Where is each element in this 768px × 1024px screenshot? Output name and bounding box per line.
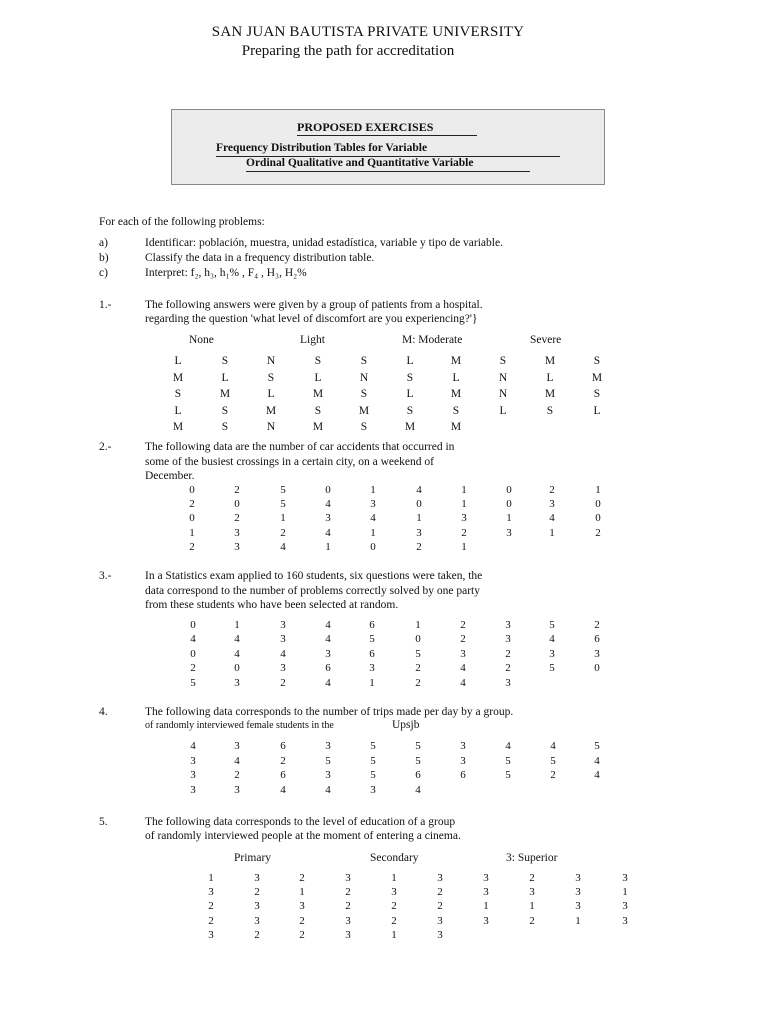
problem4-cell: 3 bbox=[460, 754, 466, 767]
problem5-row bbox=[0, 915, 768, 929]
instruction-label-c: c) bbox=[99, 267, 108, 279]
problem-1-legend-moderate: M: Moderate bbox=[402, 334, 463, 346]
problem3-row bbox=[0, 619, 768, 633]
problem1-cell: M bbox=[358, 404, 370, 417]
problem-1-legend-light: Light bbox=[300, 334, 325, 346]
problem1-cell: S bbox=[406, 404, 414, 417]
problem1-cell: M bbox=[450, 388, 462, 400]
problem3-cell: 4 bbox=[325, 676, 331, 689]
problem1-cell: N bbox=[498, 371, 508, 384]
problem1-cell: N bbox=[266, 421, 276, 433]
problem2-cell: 2 bbox=[595, 526, 601, 539]
problem3-cell: 3 bbox=[280, 633, 286, 646]
instruction-label-a: a) bbox=[99, 237, 108, 249]
problem5-cell: 1 bbox=[299, 886, 305, 899]
problem3-cell: 3 bbox=[280, 619, 286, 631]
problem1-cell: M bbox=[312, 388, 324, 400]
problem5-cell: 2 bbox=[299, 928, 305, 941]
problem3-cell: 0 bbox=[190, 647, 196, 660]
problem1-cell: L bbox=[546, 371, 554, 384]
problem2-cell: 1 bbox=[416, 512, 422, 525]
problem5-cell: 3 bbox=[254, 872, 260, 884]
problem3-cell: 6 bbox=[369, 647, 375, 660]
problem3-row bbox=[0, 633, 768, 647]
problem5-cell: 2 bbox=[529, 872, 535, 884]
problem2-cell: 4 bbox=[416, 484, 422, 496]
problem5-cell: 3 bbox=[575, 886, 581, 899]
problem1-cell: M bbox=[172, 371, 184, 384]
problem2-cell: 1 bbox=[506, 512, 512, 525]
problem4-cell: 6 bbox=[415, 769, 421, 782]
intro-text: For each of the following problems: bbox=[99, 216, 265, 228]
problem2-cell: 0 bbox=[189, 484, 195, 496]
problem1-cell: M bbox=[450, 421, 462, 433]
problem3-cell: 3 bbox=[280, 662, 286, 675]
problem5-cell: 3 bbox=[208, 886, 214, 899]
problem3-cell: 3 bbox=[234, 676, 240, 689]
problem-2-line-1: The following data are the number of car accidents that occurred in bbox=[145, 441, 455, 453]
problem3-cell: 4 bbox=[190, 633, 196, 646]
problem2-row bbox=[0, 498, 768, 512]
instruction-label-b: b) bbox=[99, 252, 109, 264]
problem4-cell: 5 bbox=[505, 754, 511, 767]
problem-4-line-2: of randomly interviewed female students in the bbox=[145, 720, 334, 731]
problem3-cell: 6 bbox=[369, 619, 375, 631]
problem3-cell: 5 bbox=[549, 662, 555, 675]
problem2-cell: 0 bbox=[595, 512, 601, 525]
problem-4-line-1: The following data corresponds to the number of trips made per day by a group. bbox=[145, 706, 514, 718]
problem1-cell: S bbox=[406, 371, 414, 384]
problem3-cell: 4 bbox=[460, 662, 466, 675]
problem1-cell: M bbox=[544, 355, 556, 367]
problem1-cell: M bbox=[312, 421, 324, 433]
problem3-cell: 0 bbox=[234, 662, 240, 675]
problem1-row bbox=[0, 355, 768, 372]
problem4-cell: 4 bbox=[325, 783, 331, 796]
problem2-cell: 2 bbox=[234, 484, 240, 496]
problem4-cell: 3 bbox=[325, 740, 331, 752]
problem-5-legend-superior: 3: Superior bbox=[506, 852, 558, 864]
problem3-cell: 1 bbox=[369, 676, 375, 689]
problem2-cell: 1 bbox=[325, 540, 331, 553]
problem-2-line-2: some of the busiest crossings in a certain city, on a weekend of bbox=[145, 456, 434, 468]
problem5-cell: 2 bbox=[254, 928, 260, 941]
problem-1-legend-none: None bbox=[189, 334, 214, 346]
problem4-cell: 3 bbox=[190, 769, 196, 782]
problem2-cell: 3 bbox=[325, 512, 331, 525]
problem5-cell: 3 bbox=[208, 928, 214, 941]
problem4-cell: 5 bbox=[370, 740, 376, 752]
problem2-cell: 3 bbox=[234, 526, 240, 539]
problem4-row bbox=[0, 740, 768, 755]
problem3-cell: 4 bbox=[234, 647, 240, 660]
problem1-cell: S bbox=[593, 388, 601, 400]
problem5-cell: 2 bbox=[299, 914, 305, 927]
problem5-cell: 3 bbox=[622, 872, 628, 884]
problem2-cell: 3 bbox=[549, 498, 555, 511]
problem2-cell: 4 bbox=[280, 540, 286, 553]
problem3-cell: 2 bbox=[460, 619, 466, 631]
problem5-cell: 3 bbox=[345, 872, 351, 884]
problem3-cell: 3 bbox=[594, 647, 600, 660]
problem3-cell: 2 bbox=[505, 647, 511, 660]
problem5-cell: 3 bbox=[345, 928, 351, 941]
problem-3-line-2: data correspond to the number of problems correctly solved by one party bbox=[145, 585, 480, 597]
problem2-cell: 1 bbox=[370, 526, 376, 539]
problem4-cell: 5 bbox=[370, 769, 376, 782]
problem3-cell: 3 bbox=[549, 647, 555, 660]
problem2-cell: 1 bbox=[280, 512, 286, 525]
problem2-cell: 0 bbox=[416, 498, 422, 511]
problem5-cell: 3 bbox=[437, 928, 443, 941]
problem1-cell: L bbox=[267, 388, 275, 400]
problem1-cell: M bbox=[265, 404, 277, 417]
problem1-cell: S bbox=[499, 355, 507, 367]
problem5-cell: 2 bbox=[529, 914, 535, 927]
problem2-cell: 1 bbox=[461, 484, 467, 496]
problem2-row bbox=[0, 512, 768, 526]
problem3-cell: 5 bbox=[549, 619, 555, 631]
problem5-cell: 2 bbox=[345, 900, 351, 913]
problem3-cell: 1 bbox=[415, 619, 421, 631]
problem2-cell: 5 bbox=[280, 484, 286, 496]
problem2-row bbox=[0, 527, 768, 541]
problem1-cell: M bbox=[172, 421, 184, 433]
problem3-cell: 4 bbox=[280, 647, 286, 660]
problem3-row bbox=[0, 662, 768, 676]
problem5-cell: 3 bbox=[254, 914, 260, 927]
problem1-cell: L bbox=[174, 355, 182, 367]
problem4-cell: 6 bbox=[280, 769, 286, 782]
problem-1-line-1: The following answers were given by a group of patients from a hospital. bbox=[145, 299, 483, 311]
problem3-cell: 1 bbox=[234, 619, 240, 631]
problem3-cell: 2 bbox=[415, 676, 421, 689]
problem2-cell: 4 bbox=[325, 498, 331, 511]
problem4-cell: 5 bbox=[415, 754, 421, 767]
problem3-cell: 6 bbox=[325, 662, 331, 675]
problem4-cell: 4 bbox=[594, 769, 600, 782]
problem1-cell: L bbox=[221, 371, 229, 384]
problem3-cell: 0 bbox=[594, 662, 600, 675]
problem5-row bbox=[0, 886, 768, 900]
problem2-cell: 1 bbox=[549, 526, 555, 539]
problem3-cell: 2 bbox=[280, 676, 286, 689]
problem5-cell: 1 bbox=[575, 914, 581, 927]
problem-5-number: 5. bbox=[99, 816, 108, 828]
problem5-cell: 3 bbox=[483, 872, 489, 884]
problem-4-number: 4. bbox=[99, 706, 108, 718]
problem2-cell: 4 bbox=[325, 526, 331, 539]
problem5-cell: 2 bbox=[208, 900, 214, 913]
problem4-cell: 5 bbox=[325, 754, 331, 767]
problem3-cell: 5 bbox=[190, 676, 196, 689]
problem4-cell: 5 bbox=[415, 740, 421, 752]
problem-4-upsjb-tag: Upsjb bbox=[392, 719, 420, 731]
title-underline bbox=[297, 135, 477, 136]
title-proposed-exercises: PROPOSED EXERCISES bbox=[297, 120, 434, 134]
problem3-cell: 2 bbox=[594, 619, 600, 631]
problem1-cell: N bbox=[498, 388, 508, 400]
problem4-row bbox=[0, 769, 768, 784]
problem2-cell: 4 bbox=[370, 512, 376, 525]
problem-3-data-grid bbox=[0, 619, 768, 691]
problem4-row bbox=[0, 784, 768, 799]
problem2-cell: 2 bbox=[416, 540, 422, 553]
problem1-row bbox=[0, 421, 768, 438]
problem3-cell: 5 bbox=[369, 633, 375, 646]
problem3-cell: 2 bbox=[460, 633, 466, 646]
problem-2-data-grid bbox=[0, 484, 768, 555]
problem3-cell: 0 bbox=[415, 633, 421, 646]
problem3-cell: 6 bbox=[594, 633, 600, 646]
problem3-cell: 3 bbox=[505, 619, 511, 631]
problem5-cell: 1 bbox=[208, 872, 214, 884]
problem5-cell: 3 bbox=[575, 872, 581, 884]
problem-5-legend-secondary: Secondary bbox=[370, 852, 419, 864]
problem1-cell: M bbox=[219, 388, 231, 400]
problem4-cell: 5 bbox=[594, 740, 600, 752]
problem3-cell: 0 bbox=[190, 619, 196, 631]
problem1-row bbox=[0, 405, 768, 422]
problem1-cell: M bbox=[544, 388, 556, 400]
problem3-cell: 5 bbox=[415, 647, 421, 660]
problem4-cell: 3 bbox=[234, 740, 240, 752]
problem3-cell: 3 bbox=[505, 633, 511, 646]
problem5-cell: 3 bbox=[622, 900, 628, 913]
problem3-cell: 2 bbox=[415, 662, 421, 675]
problem4-cell: 2 bbox=[550, 769, 556, 782]
problem1-cell: S bbox=[221, 404, 229, 417]
problem3-cell: 4 bbox=[460, 676, 466, 689]
problem-2-line-3: December. bbox=[145, 470, 195, 482]
problem1-cell: L bbox=[593, 404, 601, 417]
problem5-cell: 2 bbox=[254, 886, 260, 899]
problem2-cell: 3 bbox=[416, 526, 422, 539]
problem1-cell: S bbox=[174, 388, 182, 400]
problem2-cell: 2 bbox=[461, 526, 467, 539]
problem4-cell: 4 bbox=[550, 740, 556, 752]
problem-5-data-grid bbox=[0, 872, 768, 943]
problem4-cell: 3 bbox=[234, 783, 240, 796]
problem-1-line-2: regarding the question 'what level of discomfort are you experiencing?'} bbox=[145, 313, 478, 325]
problem2-cell: 1 bbox=[461, 498, 467, 511]
instruction-text-a: Identificar: población, muestra, unidad estadística, variable y tipo de variable. bbox=[145, 237, 503, 249]
problem1-cell: L bbox=[406, 388, 414, 400]
problem5-cell: 2 bbox=[391, 914, 397, 927]
problem1-cell: S bbox=[314, 355, 322, 367]
problem4-cell: 4 bbox=[594, 754, 600, 767]
problem5-cell: 3 bbox=[529, 886, 535, 899]
problem3-cell: 3 bbox=[505, 676, 511, 689]
problem4-cell: 4 bbox=[415, 783, 421, 796]
problem-5-line-2: of randomly interviewed people at the moment of entering a cinema. bbox=[145, 830, 461, 842]
problem5-cell: 2 bbox=[391, 900, 397, 913]
problem5-cell: 2 bbox=[437, 900, 443, 913]
problem5-cell: 3 bbox=[345, 914, 351, 927]
problem1-cell: L bbox=[406, 355, 414, 367]
problem4-row bbox=[0, 755, 768, 770]
problem3-cell: 2 bbox=[505, 662, 511, 675]
instruction-text-c: Interpret: f₂, h₃, h₁% , F₄ , H₃, H₂% bbox=[145, 267, 307, 279]
problem1-cell: N bbox=[359, 371, 369, 384]
problem4-cell: 3 bbox=[325, 769, 331, 782]
problem1-cell: S bbox=[360, 421, 368, 433]
problem-2-number: 2.- bbox=[99, 441, 112, 453]
problem2-cell: 0 bbox=[189, 512, 195, 525]
problem2-cell: 2 bbox=[280, 526, 286, 539]
problem5-cell: 3 bbox=[437, 914, 443, 927]
problem2-row bbox=[0, 484, 768, 498]
title-box bbox=[171, 109, 605, 185]
problem1-cell: L bbox=[452, 371, 460, 384]
problem1-cell: N bbox=[266, 355, 276, 367]
problem2-cell: 1 bbox=[189, 526, 195, 539]
problem5-cell: 3 bbox=[483, 886, 489, 899]
problem1-cell: S bbox=[546, 404, 554, 417]
problem-1-data-grid bbox=[0, 355, 768, 438]
problem2-cell: 4 bbox=[549, 512, 555, 525]
problem2-cell: 2 bbox=[189, 540, 195, 553]
problem2-cell: 1 bbox=[461, 540, 467, 553]
problem4-cell: 4 bbox=[280, 783, 286, 796]
problem3-cell: 4 bbox=[234, 633, 240, 646]
problem2-cell: 3 bbox=[461, 512, 467, 525]
problem5-cell: 2 bbox=[437, 886, 443, 899]
problem5-cell: 2 bbox=[208, 914, 214, 927]
problem5-cell: 2 bbox=[299, 872, 305, 884]
problem4-cell: 2 bbox=[234, 769, 240, 782]
problem2-cell: 1 bbox=[370, 484, 376, 496]
problem3-cell: 4 bbox=[325, 619, 331, 631]
problem3-cell: 3 bbox=[369, 662, 375, 675]
problem5-cell: 3 bbox=[575, 900, 581, 913]
title-variable-type: Ordinal Qualitative and Quantitative Variable bbox=[246, 157, 474, 169]
problem4-cell: 4 bbox=[190, 740, 196, 752]
problem5-cell: 3 bbox=[622, 914, 628, 927]
problem2-cell: 0 bbox=[370, 540, 376, 553]
title-frequency-tables: Frequency Distribution Tables for Variable bbox=[216, 142, 428, 154]
problem1-cell: L bbox=[314, 371, 322, 384]
problem-1-number: 1.- bbox=[99, 299, 112, 311]
university-name: SAN JUAN BAUTISTA PRIVATE UNIVERSITY bbox=[211, 24, 525, 40]
problem5-cell: 3 bbox=[299, 900, 305, 913]
problem-5-legend-primary: Primary bbox=[234, 852, 272, 864]
problem4-cell: 6 bbox=[280, 740, 286, 752]
problem2-cell: 3 bbox=[506, 526, 512, 539]
problem3-row bbox=[0, 677, 768, 691]
problem5-cell: 3 bbox=[254, 900, 260, 913]
problem1-cell: S bbox=[593, 355, 601, 367]
problem4-cell: 2 bbox=[280, 754, 286, 767]
problem-1-legend-severe: Severe bbox=[530, 334, 562, 346]
problem5-cell: 1 bbox=[391, 872, 397, 884]
problem4-cell: 4 bbox=[505, 740, 511, 752]
problem1-cell: L bbox=[174, 404, 182, 417]
problem5-cell: 3 bbox=[437, 872, 443, 884]
problem5-cell: 1 bbox=[622, 886, 628, 899]
problem2-row bbox=[0, 541, 768, 555]
problem-3-number: 3.- bbox=[99, 570, 112, 582]
problem5-cell: 2 bbox=[345, 886, 351, 899]
problem5-cell: 1 bbox=[391, 928, 397, 941]
problem-5-line-1: The following data corresponds to the level of education of a group bbox=[145, 816, 456, 828]
problem2-cell: 2 bbox=[189, 498, 195, 511]
problem5-cell: 1 bbox=[483, 900, 489, 913]
problem1-cell: M bbox=[591, 371, 603, 384]
problem4-cell: 3 bbox=[370, 783, 376, 796]
problem4-cell: 5 bbox=[550, 754, 556, 767]
problem3-cell: 3 bbox=[325, 647, 331, 660]
problem1-cell: S bbox=[314, 404, 322, 417]
problem2-cell: 0 bbox=[325, 484, 331, 496]
problem2-cell: 5 bbox=[280, 498, 286, 511]
problem1-cell: S bbox=[360, 388, 368, 400]
problem5-row bbox=[0, 872, 768, 886]
problem1-cell: S bbox=[221, 421, 229, 433]
problem4-cell: 3 bbox=[190, 754, 196, 767]
problem3-cell: 4 bbox=[549, 633, 555, 646]
problem-3-line-1: In a Statistics exam applied to 160 students, six questions were taken, the bbox=[145, 570, 483, 582]
problem2-cell: 2 bbox=[234, 512, 240, 525]
problem-4-data-grid bbox=[0, 740, 768, 798]
problem4-cell: 5 bbox=[370, 754, 376, 767]
problem2-cell: 2 bbox=[549, 484, 555, 496]
problem1-row bbox=[0, 388, 768, 405]
title-underline bbox=[246, 171, 530, 172]
instruction-text-b: Classify the data in a frequency distribution table. bbox=[145, 252, 375, 264]
problem3-cell: 4 bbox=[325, 633, 331, 646]
problem1-cell: L bbox=[499, 404, 507, 417]
problem-3-line-3: from these students who have been selected at random. bbox=[145, 599, 399, 611]
problem2-cell: 0 bbox=[506, 498, 512, 511]
problem4-cell: 6 bbox=[460, 769, 466, 782]
problem5-row bbox=[0, 900, 768, 914]
problem5-cell: 3 bbox=[391, 886, 397, 899]
problem5-cell: 3 bbox=[483, 914, 489, 927]
problem2-cell: 3 bbox=[234, 540, 240, 553]
problem2-cell: 3 bbox=[370, 498, 376, 511]
problem3-row bbox=[0, 648, 768, 662]
problem4-cell: 4 bbox=[234, 754, 240, 767]
problem3-cell: 2 bbox=[190, 662, 196, 675]
problem2-cell: 0 bbox=[595, 498, 601, 511]
problem1-cell: S bbox=[221, 355, 229, 367]
problem4-cell: 3 bbox=[190, 783, 196, 796]
university-motto: Preparing the path for accreditation bbox=[241, 43, 455, 59]
problem5-row bbox=[0, 929, 768, 943]
problem2-cell: 0 bbox=[234, 498, 240, 511]
problem1-cell: S bbox=[452, 404, 460, 417]
problem1-cell: M bbox=[450, 355, 462, 367]
problem2-cell: 1 bbox=[595, 484, 601, 496]
problem5-cell: 1 bbox=[529, 900, 535, 913]
problem1-row bbox=[0, 372, 768, 389]
problem1-cell: S bbox=[267, 371, 275, 384]
problem3-cell: 3 bbox=[460, 647, 466, 660]
problem2-cell: 0 bbox=[506, 484, 512, 496]
problem4-cell: 3 bbox=[460, 740, 466, 752]
problem4-cell: 5 bbox=[505, 769, 511, 782]
problem1-cell: M bbox=[404, 421, 416, 433]
problem1-cell: S bbox=[360, 355, 368, 367]
